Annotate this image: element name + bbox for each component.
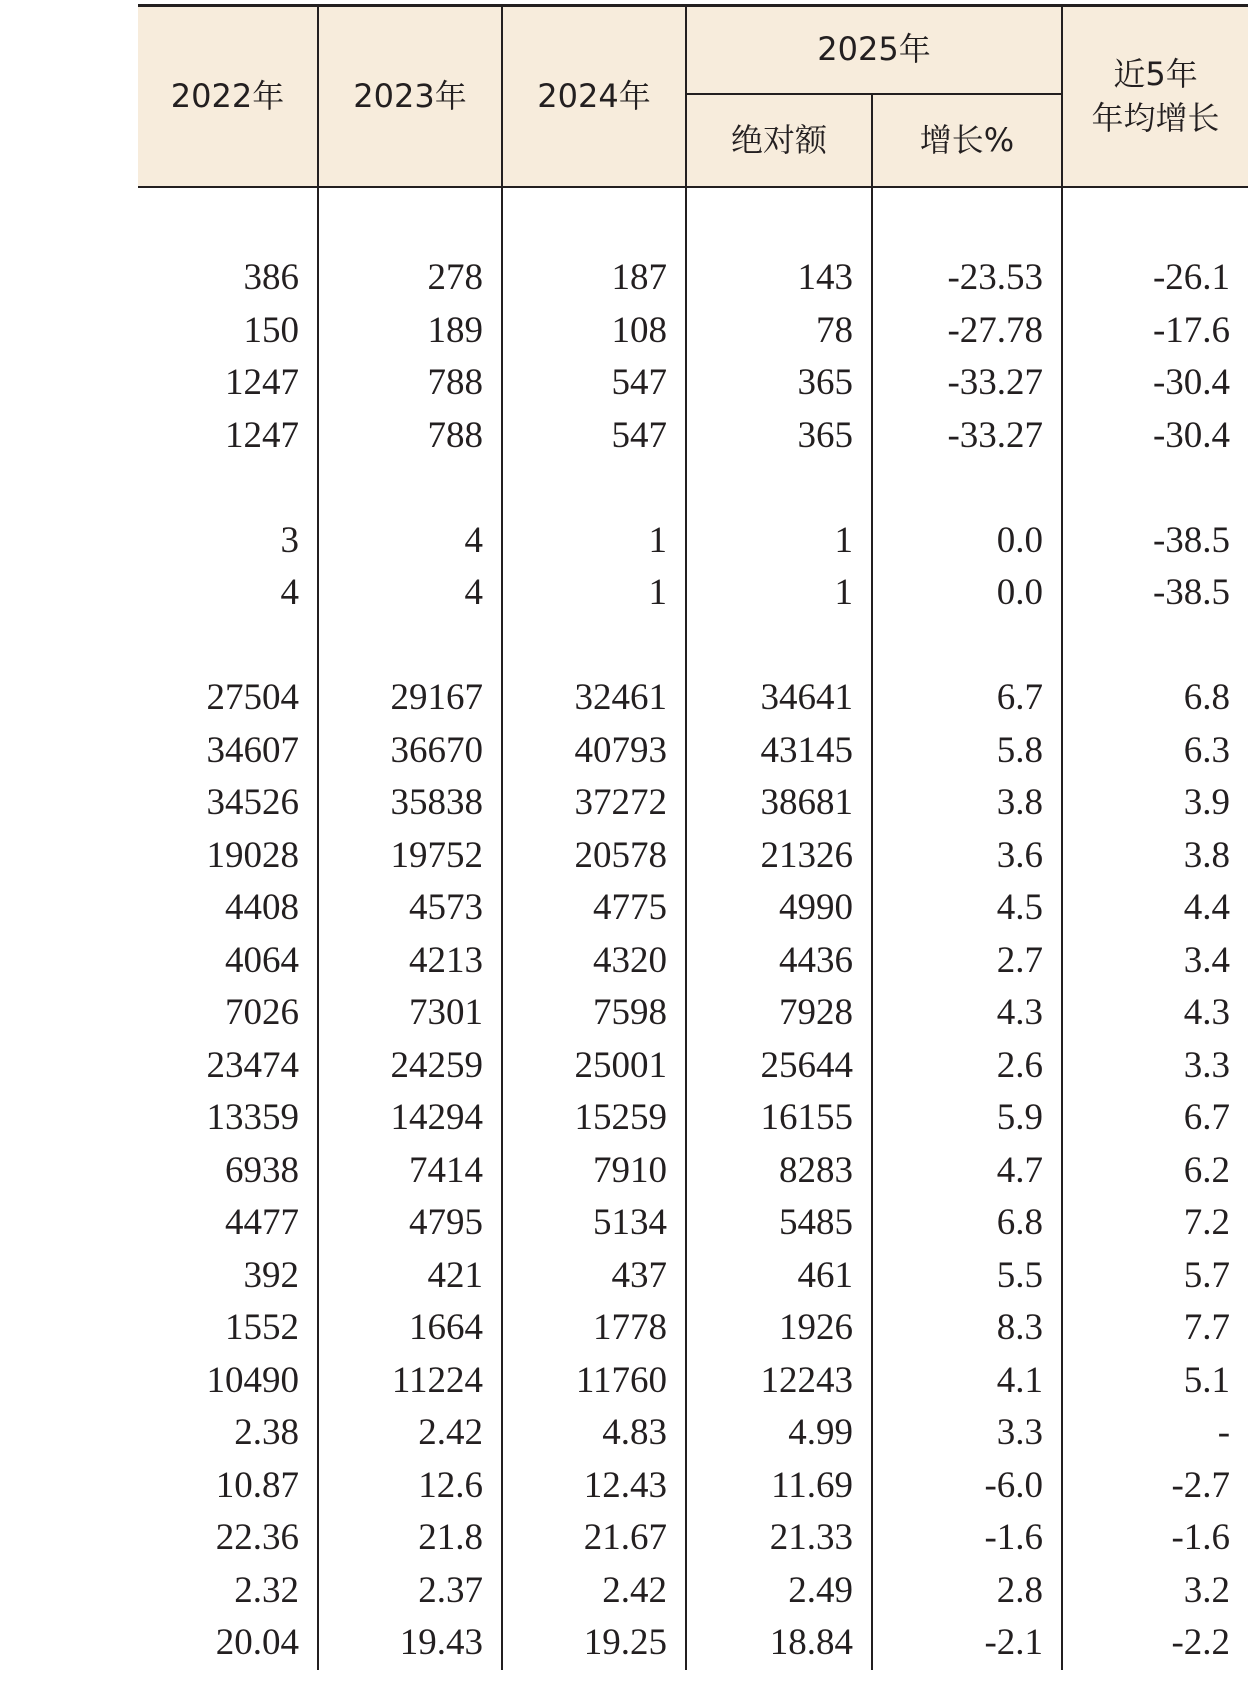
table-spacer-cell xyxy=(318,187,502,252)
table-cell: -38.5 xyxy=(1062,515,1248,568)
table-row xyxy=(138,305,1248,358)
table-cell: 150 xyxy=(243,309,299,351)
table-cell: 5.9 xyxy=(872,1092,1062,1145)
header-2025: 2025年 xyxy=(686,6,1062,95)
table-cell: 37272 xyxy=(502,777,686,830)
table-cell: 27504 xyxy=(206,677,299,718)
table-cell: 11.69 xyxy=(686,1460,872,1513)
table-cell: -30.4 xyxy=(1062,357,1248,410)
table-cell: 365 xyxy=(686,357,872,410)
table-cell: 40793 xyxy=(502,725,686,778)
table-cell: 4213 xyxy=(318,935,502,988)
table-cell: 25644 xyxy=(686,1040,872,1093)
table-cell: 34526 xyxy=(206,782,299,823)
table-cell: 4795 xyxy=(318,1197,502,1250)
table-cell: 12.43 xyxy=(502,1460,686,1513)
table-spacer-cell xyxy=(502,462,686,515)
table-cell: 2.7 xyxy=(872,935,1062,988)
table-spacer-cell xyxy=(872,187,1062,252)
table-row xyxy=(138,1197,1248,1250)
table-cell: 8.3 xyxy=(872,1302,1062,1355)
table-cell: -17.6 xyxy=(1062,305,1248,358)
table-cell: 421 xyxy=(318,1250,502,1303)
table-cell: 3.8 xyxy=(1062,830,1248,883)
table-cell: 8283 xyxy=(686,1145,872,1198)
table-cell: 6.7 xyxy=(1062,1092,1248,1145)
table-cell: 788 xyxy=(318,410,502,463)
table-cell: 437 xyxy=(502,1250,686,1303)
table-spacer-cell xyxy=(686,462,872,515)
table-row xyxy=(138,935,1248,988)
table-cell: -2.7 xyxy=(1062,1460,1248,1513)
table-cell: 78 xyxy=(686,305,872,358)
table-row xyxy=(138,725,1248,778)
table-cell: 3.9 xyxy=(1062,777,1248,830)
table-cell: 108 xyxy=(502,305,686,358)
table-cell: 6.8 xyxy=(872,1197,1062,1250)
table-cell: 7.2 xyxy=(1062,1197,1248,1250)
table-cell: 21326 xyxy=(686,830,872,883)
table-cell: 3.3 xyxy=(872,1407,1062,1460)
table-row xyxy=(138,567,1248,620)
table-cell: 16155 xyxy=(686,1092,872,1145)
table-spacer-cell xyxy=(138,462,318,515)
table-cell: 392 xyxy=(243,1254,299,1296)
table-cell: 32461 xyxy=(502,672,686,725)
table-cell: 3.8 xyxy=(872,777,1062,830)
table-cell: 22.36 xyxy=(215,1517,299,1558)
table-spacer-row xyxy=(138,620,1248,673)
table-cell: 7.7 xyxy=(1062,1302,1248,1355)
table-cell: 23474 xyxy=(206,1044,299,1086)
table-cell: 5.8 xyxy=(872,725,1062,778)
table-cell: 4990 xyxy=(686,882,872,935)
table-row xyxy=(138,987,1248,1040)
table-row xyxy=(138,1250,1248,1303)
table-cell: 547 xyxy=(502,357,686,410)
table-spacer-cell xyxy=(872,620,1062,673)
table-cell: 19.43 xyxy=(318,1617,502,1670)
table-spacer-row xyxy=(138,187,1248,252)
table-cell: 1552 xyxy=(225,1307,299,1348)
table-cell: 19028 xyxy=(206,834,299,876)
table-cell: 6.3 xyxy=(1062,725,1248,778)
table-cell: 3.6 xyxy=(872,830,1062,883)
table-cell: 43145 xyxy=(686,725,872,778)
table-cell: 6.8 xyxy=(1062,672,1248,725)
table-cell: 5485 xyxy=(686,1197,872,1250)
table-cell: -33.27 xyxy=(872,410,1062,463)
table-cell: 5.5 xyxy=(872,1250,1062,1303)
table-cell: 7414 xyxy=(318,1145,502,1198)
table-cell: 4408 xyxy=(225,887,299,928)
table-cell: 20578 xyxy=(502,830,686,883)
table-spacer-cell xyxy=(502,187,686,252)
table-spacer-cell xyxy=(138,620,318,673)
table-cell: -38.5 xyxy=(1062,567,1248,620)
table-cell: 2.8 xyxy=(872,1565,1062,1618)
table-cell: -1.6 xyxy=(872,1512,1062,1565)
table-cell: 5.7 xyxy=(1062,1250,1248,1303)
table-cell: 788 xyxy=(318,357,502,410)
table-cell: 20.04 xyxy=(215,1622,299,1663)
table-cell: 2.32 xyxy=(234,1569,299,1611)
table-cell: 7598 xyxy=(502,987,686,1040)
table-cell: 4.3 xyxy=(872,987,1062,1040)
table-cell: 2.38 xyxy=(234,1412,299,1453)
table-header xyxy=(138,6,1248,188)
table-cell: 6.7 xyxy=(872,672,1062,725)
table-cell: 13359 xyxy=(206,1097,299,1138)
table-cell: 4775 xyxy=(502,882,686,935)
table-cell: 7910 xyxy=(502,1145,686,1198)
table-cell: 1 xyxy=(686,567,872,620)
table-cell: 7026 xyxy=(225,992,299,1033)
table-spacer-cell xyxy=(1062,462,1248,515)
table-row xyxy=(138,777,1248,830)
table-cell: 4436 xyxy=(686,935,872,988)
table-cell: 278 xyxy=(318,252,502,305)
header-growth-percent: 增长% xyxy=(872,94,1062,187)
table-cell: 4.4 xyxy=(1062,882,1248,935)
table-cell: 19.25 xyxy=(502,1617,686,1670)
table-cell: 4.7 xyxy=(872,1145,1062,1198)
table-cell: 4.1 xyxy=(872,1355,1062,1408)
table-cell: 11224 xyxy=(318,1355,502,1408)
table-cell: 34641 xyxy=(686,672,872,725)
table-cell: 3 xyxy=(280,519,299,561)
header-5yr-line1: 近5年 xyxy=(1113,55,1198,94)
table-cell: 24259 xyxy=(318,1040,502,1093)
table-cell: -27.78 xyxy=(872,305,1062,358)
table-spacer-cell xyxy=(1062,620,1248,673)
table-cell: 19752 xyxy=(318,830,502,883)
table-cell: 547 xyxy=(502,410,686,463)
table-cell: 12243 xyxy=(686,1355,872,1408)
table-cell: 1 xyxy=(502,567,686,620)
table-row xyxy=(138,1460,1248,1513)
table-cell: 38681 xyxy=(686,777,872,830)
header-2023: 2023年 xyxy=(318,6,502,188)
table-cell: 1247 xyxy=(225,362,299,403)
table-row xyxy=(138,1145,1248,1198)
table-cell: 365 xyxy=(686,410,872,463)
table-cell: 4.3 xyxy=(1062,987,1248,1040)
table-cell: 4.83 xyxy=(502,1407,686,1460)
table-body xyxy=(138,187,1248,1670)
table-cell: 2.42 xyxy=(502,1565,686,1618)
table-cell: 187 xyxy=(502,252,686,305)
header-2024: 2024年 xyxy=(502,6,686,188)
table-cell: 35838 xyxy=(318,777,502,830)
table-spacer-cell xyxy=(1062,187,1248,252)
header-5yr-line2: 年均增长 xyxy=(1091,98,1220,137)
table-cell: -2.2 xyxy=(1062,1617,1248,1670)
table-cell: 4320 xyxy=(502,935,686,988)
table-cell: -33.27 xyxy=(872,357,1062,410)
table-cell: - xyxy=(1062,1407,1248,1460)
table-cell: 1778 xyxy=(502,1302,686,1355)
table-cell: 143 xyxy=(686,252,872,305)
table-row xyxy=(138,1512,1248,1565)
table-spacer-cell xyxy=(318,620,502,673)
table-cell: 1247 xyxy=(225,414,299,456)
table-row xyxy=(138,252,1248,305)
table-cell: 1926 xyxy=(686,1302,872,1355)
table-spacer-cell xyxy=(686,187,872,252)
table-cell: 5.1 xyxy=(1062,1355,1248,1408)
table-row xyxy=(138,515,1248,568)
table-spacer-cell xyxy=(502,620,686,673)
table-row xyxy=(138,1302,1248,1355)
table-spacer-row xyxy=(138,462,1248,515)
table-row xyxy=(138,357,1248,410)
table-cell: 3.3 xyxy=(1062,1040,1248,1093)
header-2022: 2022年 xyxy=(138,6,318,188)
table-spacer-cell xyxy=(138,187,318,252)
table-cell: 1664 xyxy=(318,1302,502,1355)
table-cell: 0.0 xyxy=(872,567,1062,620)
table-row xyxy=(138,1617,1248,1670)
table-cell: 18.84 xyxy=(686,1617,872,1670)
table-row xyxy=(138,1040,1248,1093)
table-cell: 36670 xyxy=(318,725,502,778)
table-cell: 4573 xyxy=(318,882,502,935)
table-cell: 4.99 xyxy=(686,1407,872,1460)
table-row xyxy=(138,672,1248,725)
table-cell: 4064 xyxy=(225,939,299,981)
table-cell: 7301 xyxy=(318,987,502,1040)
table-cell: -23.53 xyxy=(872,252,1062,305)
table-cell: 386 xyxy=(243,257,299,298)
table-cell: 1 xyxy=(502,515,686,568)
table-row xyxy=(138,1407,1248,1460)
table-cell: 2.49 xyxy=(686,1565,872,1618)
table-cell: -26.1 xyxy=(1062,252,1248,305)
table-cell: 12.6 xyxy=(318,1460,502,1513)
table-cell: 10.87 xyxy=(215,1464,299,1506)
table-cell: 21.33 xyxy=(686,1512,872,1565)
table-cell: 3.4 xyxy=(1062,935,1248,988)
table-row xyxy=(138,830,1248,883)
table-cell: 21.67 xyxy=(502,1512,686,1565)
header-absolute-amount: 绝对额 xyxy=(686,94,872,187)
table-row xyxy=(138,410,1248,463)
table-cell: 2.37 xyxy=(318,1565,502,1618)
table-cell: 4 xyxy=(280,572,299,613)
table-cell: 6938 xyxy=(225,1149,299,1191)
table-row xyxy=(138,1355,1248,1408)
table-cell: 1 xyxy=(686,515,872,568)
table-cell: -6.0 xyxy=(872,1460,1062,1513)
table-cell: 14294 xyxy=(318,1092,502,1145)
table-cell: 2.42 xyxy=(318,1407,502,1460)
table-row xyxy=(138,1565,1248,1618)
table-cell: 0.0 xyxy=(872,515,1062,568)
table-cell: 34607 xyxy=(206,729,299,771)
table-row xyxy=(138,882,1248,935)
table-spacer-cell xyxy=(686,620,872,673)
table-cell: 4.5 xyxy=(872,882,1062,935)
table-cell: 10490 xyxy=(206,1359,299,1401)
table-spacer-cell xyxy=(872,462,1062,515)
table-cell: 189 xyxy=(318,305,502,358)
table-cell: 4477 xyxy=(225,1202,299,1243)
table-cell: 15259 xyxy=(502,1092,686,1145)
table-cell: 29167 xyxy=(318,672,502,725)
table-cell: 6.2 xyxy=(1062,1145,1248,1198)
table-cell: 21.8 xyxy=(318,1512,502,1565)
table-cell: 5134 xyxy=(502,1197,686,1250)
table-cell: 461 xyxy=(686,1250,872,1303)
table-cell: -30.4 xyxy=(1062,410,1248,463)
table-cell: 2.6 xyxy=(872,1040,1062,1093)
header-5yr-avg-growth xyxy=(1062,6,1248,188)
table-spacer-cell xyxy=(318,462,502,515)
table-row xyxy=(138,1092,1248,1145)
table-cell: 7928 xyxy=(686,987,872,1040)
table-cell: 3.2 xyxy=(1062,1565,1248,1618)
statistics-table xyxy=(138,4,1248,1670)
table-cell: 25001 xyxy=(502,1040,686,1093)
table-cell: 11760 xyxy=(502,1355,686,1408)
table-cell: -2.1 xyxy=(872,1617,1062,1670)
table-cell: 4 xyxy=(318,567,502,620)
table-cell: 4 xyxy=(318,515,502,568)
table-cell: -1.6 xyxy=(1062,1512,1248,1565)
